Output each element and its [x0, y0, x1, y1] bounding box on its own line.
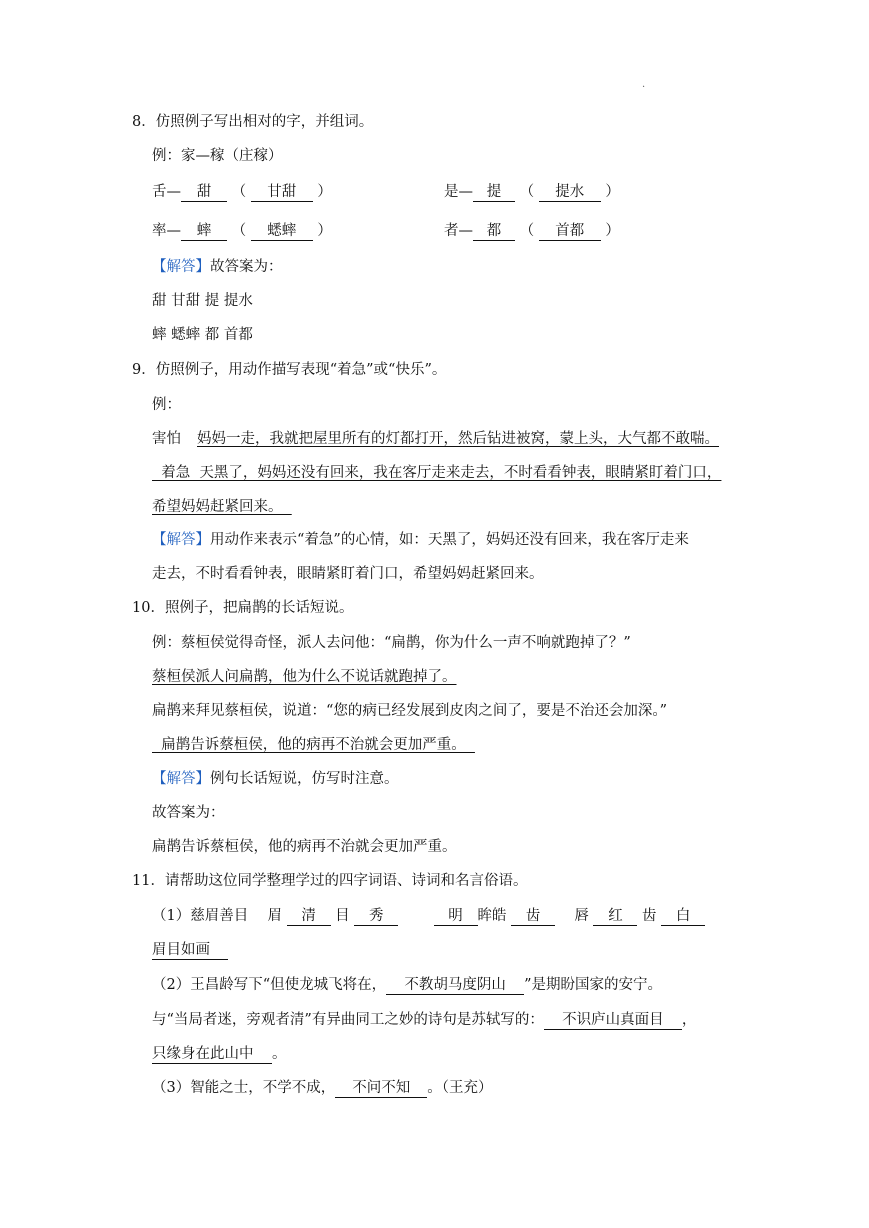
- q8-answer-label: [152, 257, 283, 277]
- q8-row2-b-char: 都: [473, 222, 515, 241]
- answer-tag: 【解答】: [152, 771, 210, 787]
- q11-p1-label: （1）慈眉善目: [152, 908, 249, 924]
- q9-example-sentence: 妈妈一走，我就把屋里所有的灯都打开，然后钻进被窝，蒙上头，大气都不敢喘。: [197, 431, 719, 447]
- q8-row1-b-prefix: 是—: [444, 184, 473, 200]
- q11-p1-w2-b: 眸皓: [477, 908, 507, 924]
- q11-p3-blank: 不问不知: [335, 1079, 427, 1098]
- q9-explain-text: 用动作来表示“着急”的心情，如：天黑了，妈妈还没有回来，我在客厅走来: [210, 532, 689, 548]
- q10-answer: 扁鹊告诉蔡桓侯，他的病再不治就会更加严重。: [152, 737, 475, 753]
- q11-p1-w3-c: 齿: [642, 908, 657, 924]
- q10-example-answer: 蔡桓侯派人问扁鹊，他为什么不说话就跑掉了。: [152, 669, 457, 685]
- q8-row1-a-prefix: 舌—: [152, 184, 181, 200]
- q11-p1-w2-blank1: 明: [434, 907, 478, 926]
- q11-p1-w1-c: 目: [335, 908, 350, 924]
- q8-answer-line1: 甜 甘甜 提 提水: [152, 293, 253, 309]
- q11-p1-w1-blank2: 秀: [354, 907, 398, 926]
- q10-explain: [152, 769, 399, 789]
- q11-part1: [152, 906, 705, 926]
- q11-p2b-blank2: 只缘身在此山中: [152, 1045, 272, 1064]
- paren-close: ）: [605, 223, 620, 239]
- answer-tag: 【解答】: [152, 532, 210, 548]
- q9-example-word: 害怕: [152, 431, 181, 447]
- q8-row1-b-word: 提水: [539, 183, 601, 202]
- q11-part2b: [152, 1010, 696, 1030]
- q11-p2-pre: （2）王昌龄写下“但使龙城飞将在，: [152, 977, 387, 993]
- q9-explain-line2: 走去，不时看看钟表，眼睛紧盯着门口，希望妈妈赶紧回来。: [152, 566, 544, 582]
- q8-row1-b-char: 提: [473, 183, 515, 202]
- paren-open: （: [231, 223, 247, 239]
- q8-example: 例：家—稼（庄稼）: [152, 148, 283, 164]
- q10-sentence: 扁鹊来拜见蔡桓侯，说道：“您的病已经发展到皮肉之间了，要是不治还会加深。”: [152, 703, 668, 719]
- q11-title: 11．请帮助这位同学整理学过的四字词语、诗词和名言俗语。: [132, 873, 528, 889]
- q8-row2-b-prefix: 者—: [444, 223, 473, 239]
- q9-answer-line2: 希望妈妈赶紧回来。: [152, 499, 292, 515]
- q10-example: 例：蔡桓侯觉得奇怪，派人去问他：“扁鹊，你为什么一声不响就跑掉了？”: [152, 635, 631, 651]
- q8-row1-a-char: 甜: [181, 183, 227, 202]
- q8-title: 8．仿照例子写出相对的字，并组词。: [132, 114, 374, 130]
- q9-example-row: [152, 429, 719, 449]
- q11-p1-w3-blank1: 红: [593, 907, 637, 926]
- q11-p1-w4: 眉目如画: [152, 941, 228, 960]
- q8-row2-a-char: 蟀: [181, 222, 227, 241]
- answer-tag: 【解答】: [152, 259, 210, 275]
- q11-p2b-blank1: 不识庐山真面目: [544, 1011, 682, 1030]
- q11-p1-w3-blank2: 白: [661, 907, 705, 926]
- q11-part3: [152, 1078, 492, 1098]
- q11-p3-post: 。（王充）: [427, 1080, 493, 1096]
- q8-answer-line2: 蟀 蟋蟀 都 首都: [152, 327, 253, 343]
- paren-close: ）: [317, 184, 332, 200]
- q11-p2b-end: 。: [272, 1046, 287, 1062]
- q11-p1-line2: [152, 940, 228, 960]
- paren-close: ）: [317, 223, 332, 239]
- q8-row2-right: [444, 221, 620, 241]
- q10-answer-intro: 故答案为：: [152, 805, 225, 821]
- q11-part2c: [152, 1044, 287, 1064]
- q11-p1-w1-a: 眉: [267, 908, 282, 924]
- q11-p1-w1-blank1: 清: [287, 907, 331, 926]
- q11-p2-post: ”是期盼国家的安宁。: [524, 977, 663, 993]
- q8-row1-a-word: 甘甜: [251, 183, 313, 202]
- q11-p2b-pre: 与“当局者迷，旁观者清”有异曲同工之妙的诗句是苏轼写的：: [152, 1012, 544, 1028]
- paren-close: ）: [605, 184, 620, 200]
- q10-explain-text: 例句长话短说，仿写时注意。: [210, 771, 399, 787]
- q9-example-label: 例：: [152, 397, 181, 413]
- corner-mark: ·: [642, 82, 646, 93]
- q10-final-answer: 扁鹊告诉蔡桓侯，他的病再不治就会更加严重。: [152, 839, 457, 855]
- q8-row2-b-word: 首都: [539, 222, 601, 241]
- q8-answer-text: 故答案为：: [210, 259, 283, 275]
- q8-row2-a-word: 蟋蟀: [251, 222, 313, 241]
- q9-explain-line1: [152, 530, 689, 550]
- q11-p2-blank: 不教胡马度阴山: [386, 976, 524, 995]
- q11-p3-pre: （3）智能之士，不学不成，: [152, 1080, 336, 1096]
- paren-open: （: [519, 184, 535, 200]
- q9-answer-line1: 着急 天黑了，妈妈还没有回来，我在客厅走来走去，不时看看钟表，眼睛紧盯着门口，: [152, 465, 722, 481]
- q11-p1-w2-blank2: 齿: [511, 907, 555, 926]
- paren-open: （: [519, 223, 535, 239]
- q8-row2-a-prefix: 率—: [152, 223, 181, 239]
- q8-row2-left: [152, 221, 332, 241]
- q11-p1-w3-a: 唇: [574, 908, 589, 924]
- q11-p2b-comma: ，: [681, 1012, 697, 1028]
- paren-open: （: [231, 184, 247, 200]
- q9-title: 9．仿照例子，用动作描写表现“着急”或“快乐”。: [132, 362, 447, 378]
- q11-part2: [152, 975, 662, 995]
- q8-row1-left: [152, 182, 332, 202]
- q10-title: 10．照例子，把扁鹊的长话短说。: [132, 600, 354, 616]
- q8-row1-right: [444, 182, 620, 202]
